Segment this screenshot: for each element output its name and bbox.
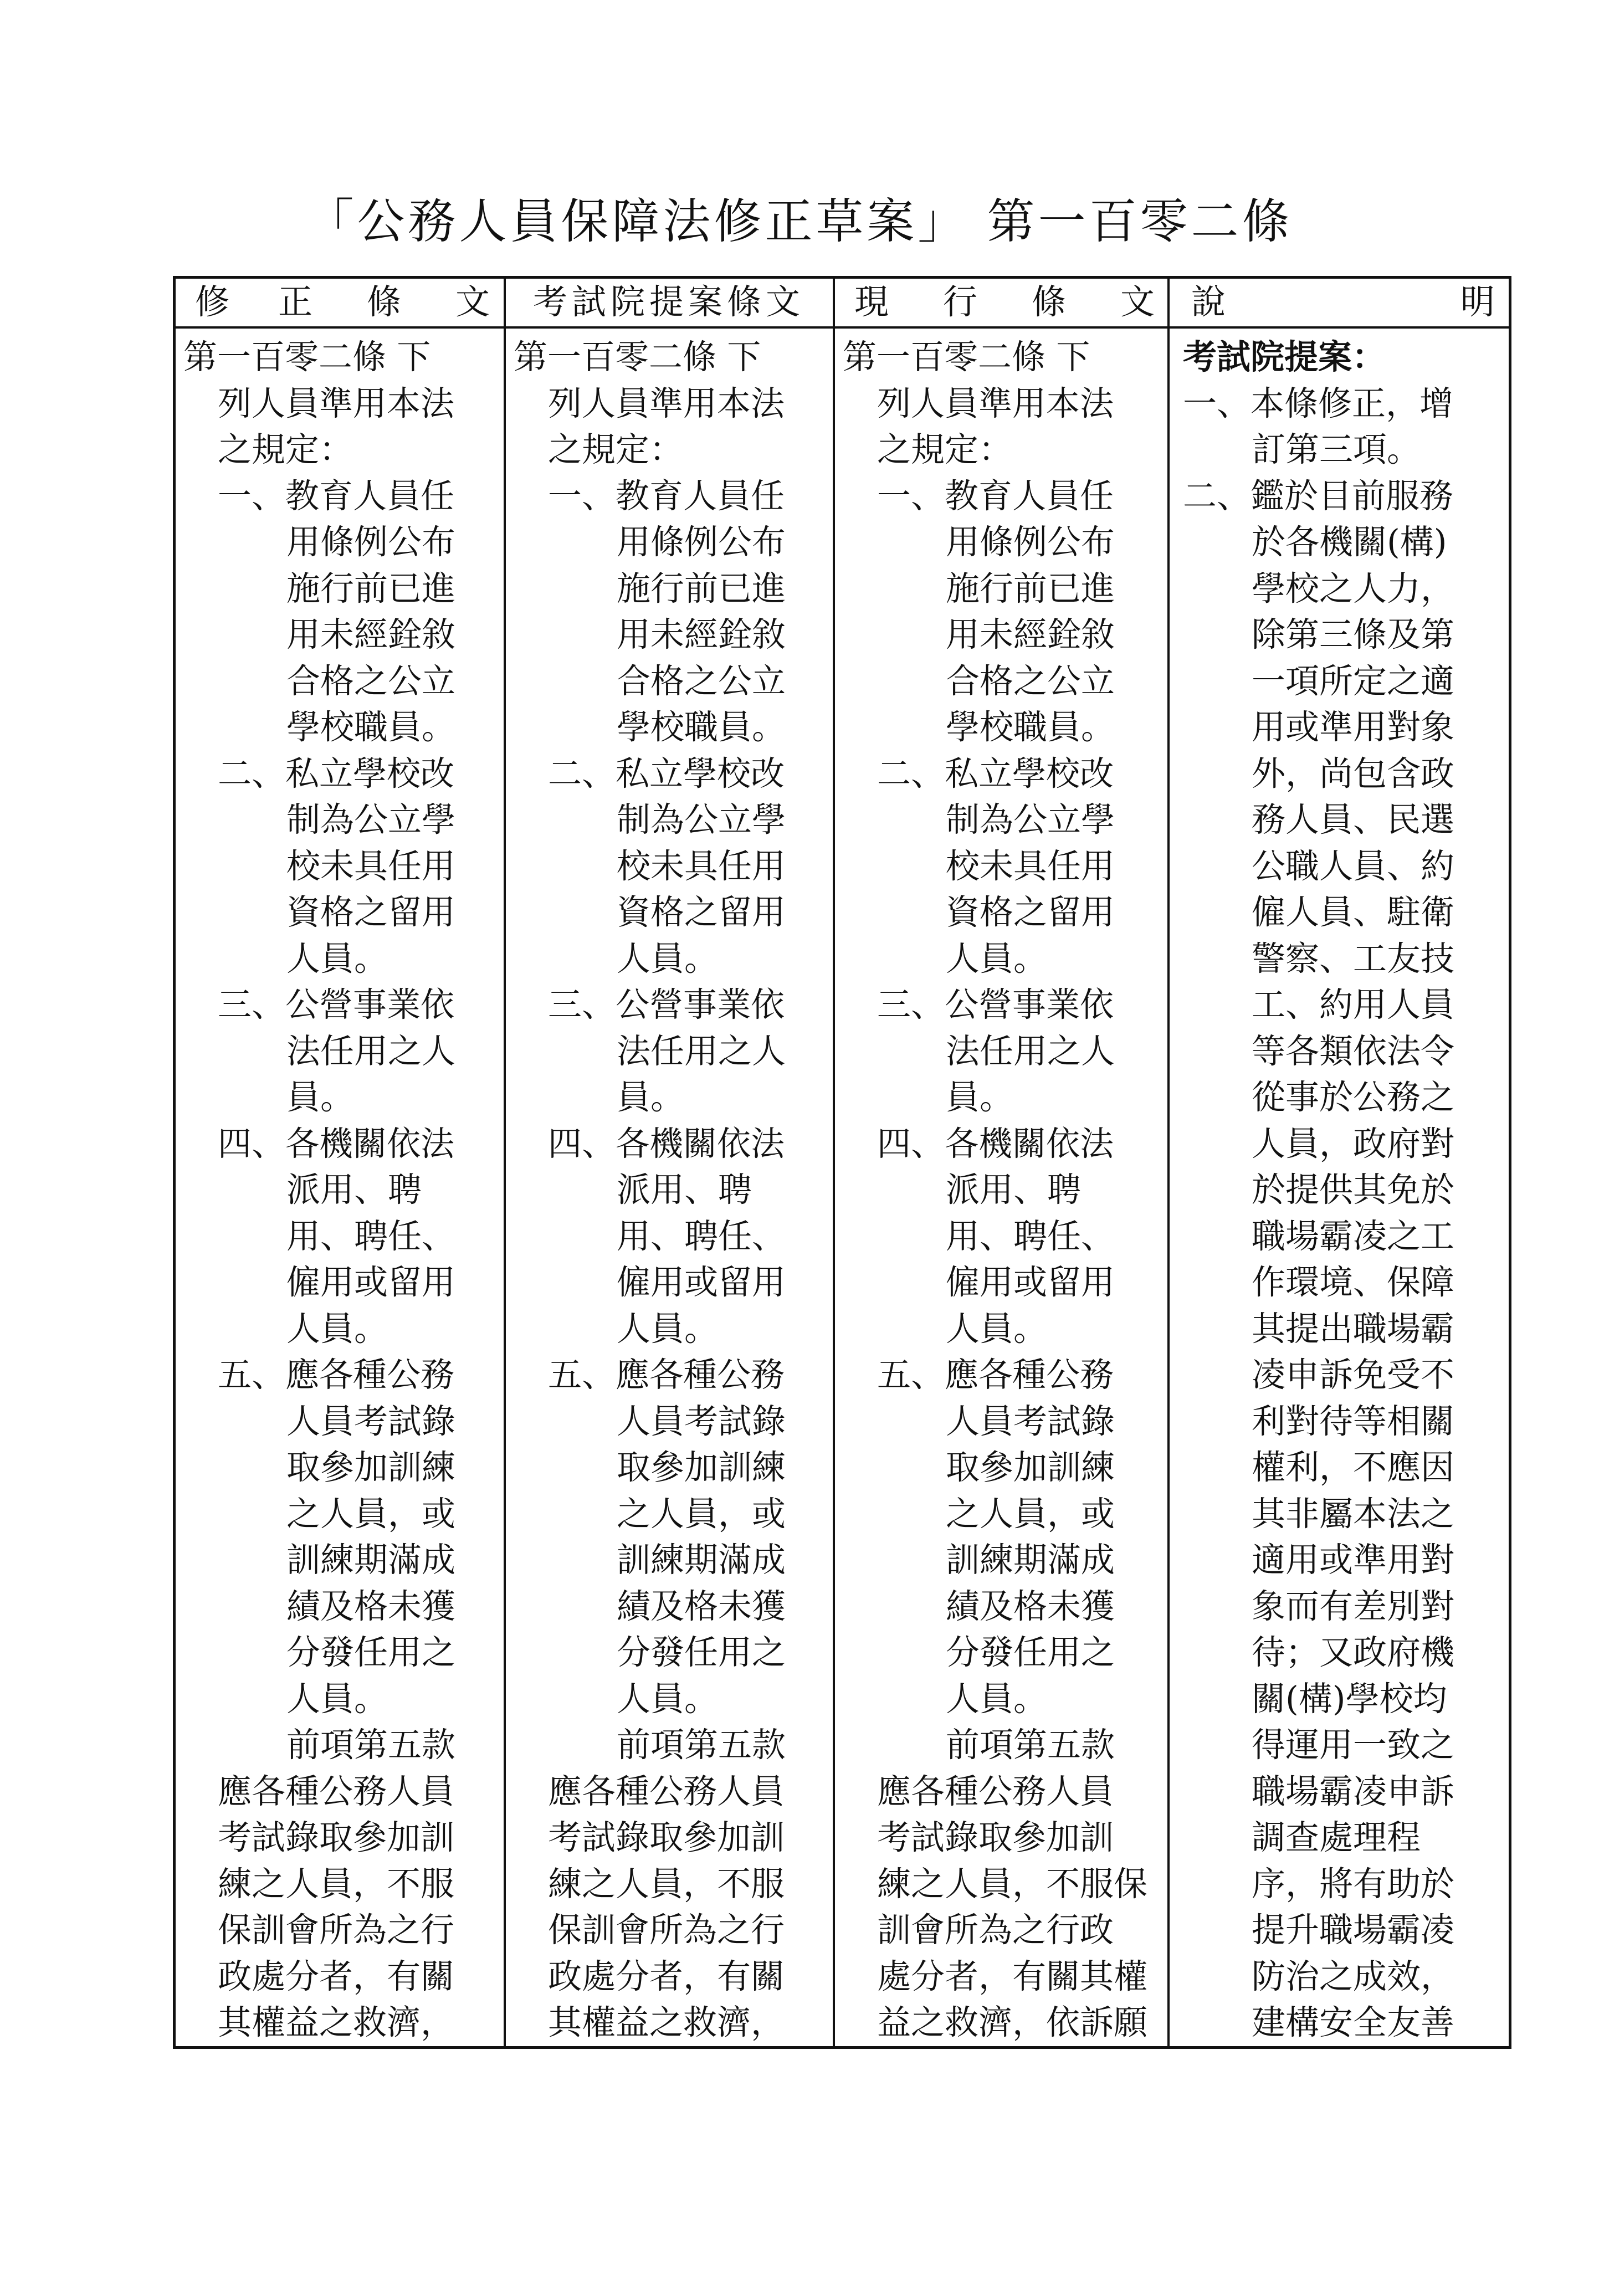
- article-line: 一、教育人員任: [877, 476, 1114, 516]
- article-line: 員。: [286, 1078, 355, 1117]
- article-line: 校未具任用: [286, 846, 456, 886]
- article-line: 訓練期滿成: [617, 1540, 786, 1580]
- article-line: 第一百零二條 下: [514, 337, 761, 377]
- article-line: 一、教育人員任: [218, 476, 455, 516]
- article-line: 派用、聘: [286, 1170, 422, 1210]
- article-line: 保訓會所為之行: [218, 1910, 455, 1950]
- explanation-line: 學校之人力，: [1252, 568, 1455, 608]
- explanation-line: 權利，不應因: [1252, 1448, 1455, 1487]
- article-line: 考試錄取參加訓: [218, 1818, 455, 1857]
- header-char: 現: [854, 281, 889, 322]
- article-line: 四、各機關依法: [877, 1124, 1114, 1164]
- article-line: 績及格未獲: [617, 1586, 786, 1626]
- header-label: 考試院提案條文: [532, 281, 804, 322]
- article-line: 一、教育人員任: [548, 476, 785, 516]
- article-line: 制為公立學: [617, 800, 786, 839]
- explanation-line: 序，將有助於: [1252, 1864, 1455, 1904]
- article-line: 練之人員，不服: [218, 1864, 455, 1904]
- column-exam-yuan-proposal: [506, 279, 835, 2046]
- page-title: 「公務人員保障法修正草案」 第一百零二條: [306, 194, 1293, 249]
- article-line: 應各種公務人員: [548, 1771, 785, 1811]
- header-char: 行: [942, 281, 977, 322]
- explanation-line: 其提出職場霸: [1252, 1309, 1455, 1349]
- article-line: 合格之公立: [617, 661, 786, 701]
- article-line: 合格之公立: [286, 661, 456, 701]
- article-line: 人員。: [946, 1679, 1048, 1719]
- article-line: 員。: [617, 1078, 685, 1117]
- header-exam-yuan-proposal: [506, 279, 833, 329]
- column-explanation: [1170, 279, 1509, 2046]
- article-line: 施行前已進: [946, 568, 1115, 608]
- article-line: 學校職員。: [286, 708, 456, 747]
- article-line: 人員。: [946, 1309, 1048, 1349]
- article-line: 用條例公布: [946, 522, 1115, 562]
- explanation-line: 務人員、民選: [1252, 800, 1455, 839]
- article-line: 人員。: [617, 939, 719, 978]
- article-line: 制為公立學: [946, 800, 1115, 839]
- explanation-line: 考試院提案：: [1183, 337, 1386, 377]
- article-line: 用、聘任、: [286, 1216, 456, 1256]
- article-line: 考試錄取參加訓: [548, 1818, 785, 1857]
- article-line: 校未具任用: [946, 846, 1115, 886]
- article-line: 法任用之人: [946, 1031, 1115, 1071]
- explanation-line: 調查處理程: [1252, 1818, 1421, 1857]
- header-current-text: [835, 279, 1167, 329]
- article-line: 資格之留用: [617, 893, 786, 932]
- header-char: 條: [366, 281, 401, 322]
- explanation-line: 用或準用對象: [1252, 708, 1455, 747]
- article-line: 人員。: [286, 1679, 388, 1719]
- explanation-line: 作環境、保障: [1252, 1263, 1455, 1302]
- explanation-line: 建構安全友善: [1252, 2003, 1455, 2042]
- article-line: 施行前已進: [286, 568, 456, 608]
- article-line: 用未經銓敘: [286, 615, 456, 654]
- article-line: 政處分者，有關: [218, 1956, 455, 1996]
- article-line: 列人員準用本法: [548, 383, 785, 423]
- article-line: 五、應各種公務: [218, 1355, 455, 1395]
- article-line: 僱用或留用: [617, 1263, 786, 1302]
- header-char: 明: [1460, 281, 1495, 322]
- explanation-line: 一項所定之適: [1252, 661, 1455, 701]
- article-line: 其權益之救濟，: [548, 2003, 785, 2042]
- explanation-line: 訂第三項。: [1252, 430, 1421, 469]
- article-line: 五、應各種公務: [548, 1355, 785, 1395]
- article-line: 用條例公布: [617, 522, 786, 562]
- article-line: 制為公立學: [286, 800, 456, 839]
- explanation-line: 職場霸凌之工: [1252, 1216, 1455, 1256]
- explanation-line: 關(構)學校均: [1252, 1679, 1447, 1719]
- explanation-line: 除第三條及第: [1252, 615, 1455, 654]
- article-line: 應各種公務人員: [877, 1771, 1114, 1811]
- column-current-text: [835, 279, 1170, 2046]
- explanation-line: 一、本條修正，增: [1183, 383, 1454, 423]
- article-line: 取參加訓練: [946, 1448, 1115, 1487]
- article-line: 益之救濟，依訴願: [877, 2003, 1148, 2042]
- article-line: 三、公營事業依: [218, 985, 455, 1024]
- comparison-table: [173, 276, 1511, 2049]
- explanation-line: 二、鑑於目前服務: [1183, 476, 1454, 516]
- article-line: 二、私立學校改: [877, 754, 1114, 793]
- article-line: 分發任用之: [617, 1633, 786, 1672]
- article-line: 員。: [946, 1078, 1014, 1117]
- explanation-line: 僱人員、駐衛: [1252, 893, 1455, 932]
- header-char: 說: [1191, 281, 1226, 322]
- header-char: 修: [194, 281, 229, 322]
- article-line: 僱用或留用: [286, 1263, 456, 1302]
- header-char: 文: [1120, 281, 1155, 322]
- explanation-line: 凌申訴免受不: [1252, 1355, 1455, 1395]
- explanation-line: 於提供其免於: [1252, 1170, 1455, 1210]
- header-char: 文: [455, 281, 490, 322]
- header-revised-text: [176, 279, 504, 329]
- article-line: 分發任用之: [286, 1633, 456, 1672]
- article-line: 之規定：: [548, 430, 684, 469]
- explanation-line: 適用或準用對: [1252, 1540, 1455, 1580]
- article-line: 人員。: [286, 1309, 388, 1349]
- explanation-line: 提升職場霸凌: [1252, 1910, 1455, 1950]
- article-line: 訓練期滿成: [946, 1540, 1115, 1580]
- explanation-line: 人員，政府對: [1252, 1124, 1455, 1164]
- header-char: 正: [278, 281, 312, 322]
- article-line: 三、公營事業依: [877, 985, 1114, 1024]
- article-line: 派用、聘: [617, 1170, 752, 1210]
- article-line: 訓會所為之行政: [877, 1910, 1114, 1950]
- explanation-line: 待；又政府機: [1252, 1633, 1455, 1672]
- column-revised-text: [176, 279, 506, 2046]
- article-line: 練之人員，不服保: [877, 1864, 1148, 1904]
- header-char: 條: [1031, 281, 1066, 322]
- article-line: 人員。: [946, 939, 1048, 978]
- explanation-line: 於各機關(構): [1252, 522, 1447, 562]
- article-line: 施行前已進: [617, 568, 786, 608]
- explanation-line: 利對待等相關: [1252, 1401, 1455, 1441]
- header-explanation: [1170, 279, 1509, 329]
- article-line: 應各種公務人員: [218, 1771, 455, 1811]
- explanation-line: 防治之成效，: [1252, 1956, 1455, 1996]
- article-line: 分發任用之: [946, 1633, 1115, 1672]
- article-line: 之人員，或: [617, 1494, 786, 1534]
- article-line: 之規定：: [877, 430, 1013, 469]
- article-line: 三、公營事業依: [548, 985, 785, 1024]
- article-line: 五、應各種公務: [877, 1355, 1114, 1395]
- article-line: 第一百零二條 下: [183, 337, 431, 377]
- explanation-line: 工、約用人員: [1252, 985, 1455, 1024]
- article-line: 用未經銓敘: [617, 615, 786, 654]
- article-line: 資格之留用: [286, 893, 456, 932]
- article-line: 人員。: [617, 1679, 719, 1719]
- article-line: 僱用或留用: [946, 1263, 1115, 1302]
- article-line: 二、私立學校改: [548, 754, 785, 793]
- article-line: 考試錄取參加訓: [877, 1818, 1114, 1857]
- article-line: 保訓會所為之行: [548, 1910, 785, 1950]
- article-line: 政處分者，有關: [548, 1956, 785, 1996]
- article-line: 學校職員。: [946, 708, 1115, 747]
- article-line: 人員。: [286, 939, 388, 978]
- article-line: 人員。: [617, 1309, 719, 1349]
- explanation-line: 職場霸凌申訴: [1252, 1771, 1455, 1811]
- article-line: 之規定：: [218, 430, 353, 469]
- article-line: 用、聘任、: [617, 1216, 786, 1256]
- explanation-line: 得運用一致之: [1252, 1725, 1455, 1765]
- explanation-line: 從事於公務之: [1252, 1078, 1455, 1117]
- article-line: 用未經銓敘: [946, 615, 1115, 654]
- article-line: 資格之留用: [946, 893, 1115, 932]
- article-line: 四、各機關依法: [548, 1124, 785, 1164]
- article-line: 練之人員，不服: [548, 1864, 785, 1904]
- article-line: 第一百零二條 下: [843, 337, 1090, 377]
- article-line: 合格之公立: [946, 661, 1115, 701]
- article-line: 績及格未獲: [286, 1586, 456, 1626]
- article-line: 法任用之人: [617, 1031, 786, 1071]
- article-line: 人員考試錄: [286, 1401, 456, 1441]
- article-line: 前項第五款: [946, 1725, 1115, 1765]
- article-line: 取參加訓練: [286, 1448, 456, 1487]
- explanation-line: 象而有差別對: [1252, 1586, 1455, 1626]
- article-line: 四、各機關依法: [218, 1124, 455, 1164]
- article-line: 之人員，或: [286, 1494, 456, 1534]
- explanation-line: 等各類依法令: [1252, 1031, 1455, 1071]
- article-line: 學校職員。: [617, 708, 786, 747]
- explanation-line: 公職人員、約: [1252, 846, 1455, 886]
- article-line: 列人員準用本法: [877, 383, 1114, 423]
- explanation-line: 警察、工友技: [1252, 939, 1455, 978]
- article-line: 績及格未獲: [946, 1586, 1115, 1626]
- article-line: 訓練期滿成: [286, 1540, 456, 1580]
- article-line: 列人員準用本法: [218, 383, 455, 423]
- explanation-line: 其非屬本法之: [1252, 1494, 1455, 1534]
- article-line: 校未具任用: [617, 846, 786, 886]
- article-line: 前項第五款: [617, 1725, 786, 1765]
- article-line: 法任用之人: [286, 1031, 456, 1071]
- article-line: 派用、聘: [946, 1170, 1082, 1210]
- article-line: 人員考試錄: [617, 1401, 786, 1441]
- article-line: 用條例公布: [286, 522, 456, 562]
- explanation-line: 外，尚包含政: [1252, 754, 1455, 793]
- article-line: 前項第五款: [286, 1725, 456, 1765]
- article-line: 二、私立學校改: [218, 754, 455, 793]
- article-line: 之人員，或: [946, 1494, 1115, 1534]
- article-line: 人員考試錄: [946, 1401, 1115, 1441]
- article-line: 用、聘任、: [946, 1216, 1115, 1256]
- article-line: 取參加訓練: [617, 1448, 786, 1487]
- article-line: 其權益之救濟，: [218, 2003, 455, 2042]
- article-line: 處分者，有關其權: [877, 1956, 1148, 1996]
